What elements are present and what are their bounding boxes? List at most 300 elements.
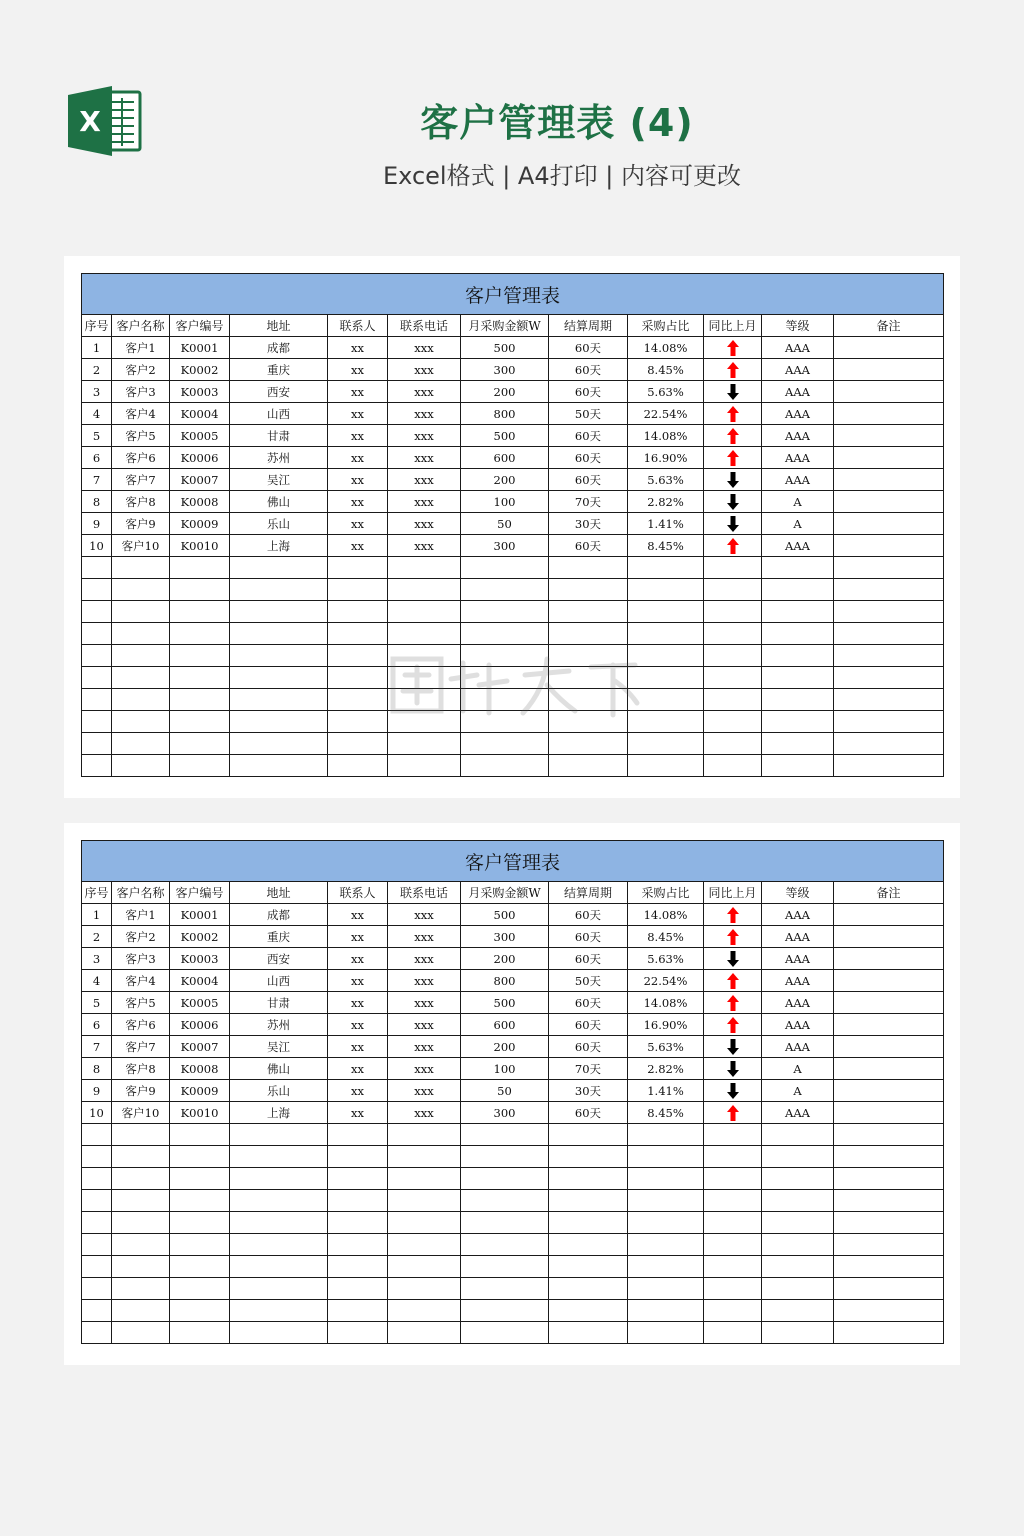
cell-no[interactable]: 7: [82, 469, 112, 491]
empty-cell[interactable]: [82, 755, 112, 777]
cell-name[interactable]: 客户9: [112, 513, 170, 535]
empty-cell[interactable]: [230, 711, 328, 733]
cell-cycle[interactable]: 60天: [549, 469, 628, 491]
empty-cell[interactable]: [230, 755, 328, 777]
empty-cell[interactable]: [549, 1278, 628, 1300]
empty-cell[interactable]: [112, 1256, 170, 1278]
cell-cycle[interactable]: 60天: [549, 425, 628, 447]
cell-phone[interactable]: xxx: [388, 992, 461, 1014]
trend-cell[interactable]: [704, 948, 762, 970]
cell-share[interactable]: 14.08%: [628, 425, 704, 447]
cell-phone[interactable]: xxx: [388, 535, 461, 557]
trend-cell[interactable]: [704, 1080, 762, 1102]
cell-no[interactable]: 9: [82, 1080, 112, 1102]
cell-name[interactable]: 客户10: [112, 535, 170, 557]
cell-note[interactable]: [834, 337, 944, 359]
cell-amount[interactable]: 300: [461, 359, 549, 381]
cell-cycle[interactable]: 70天: [549, 491, 628, 513]
empty-cell[interactable]: [549, 711, 628, 733]
cell-share[interactable]: 8.45%: [628, 1102, 704, 1124]
cell-code[interactable]: K0010: [170, 535, 230, 557]
empty-cell[interactable]: [170, 1234, 230, 1256]
empty-cell[interactable]: [461, 733, 549, 755]
empty-cell[interactable]: [328, 1124, 388, 1146]
cell-no[interactable]: 8: [82, 1058, 112, 1080]
empty-cell[interactable]: [388, 755, 461, 777]
cell-code[interactable]: K0007: [170, 469, 230, 491]
cell-no[interactable]: 5: [82, 992, 112, 1014]
cell-grade[interactable]: A: [762, 491, 834, 513]
trend-cell[interactable]: [704, 447, 762, 469]
empty-cell[interactable]: [170, 1212, 230, 1234]
cell-code[interactable]: K0002: [170, 359, 230, 381]
empty-cell[interactable]: [170, 1256, 230, 1278]
cell-cycle[interactable]: 60天: [549, 1102, 628, 1124]
empty-cell[interactable]: [170, 1168, 230, 1190]
empty-cell[interactable]: [834, 1146, 944, 1168]
empty-cell[interactable]: [328, 733, 388, 755]
cell-no[interactable]: 1: [82, 904, 112, 926]
cell-grade[interactable]: AAA: [762, 970, 834, 992]
empty-cell[interactable]: [834, 557, 944, 579]
cell-note[interactable]: [834, 359, 944, 381]
cell-cycle[interactable]: 30天: [549, 1080, 628, 1102]
cell-code[interactable]: K0005: [170, 992, 230, 1014]
empty-cell[interactable]: [834, 733, 944, 755]
cell-grade[interactable]: AAA: [762, 1014, 834, 1036]
cell-grade[interactable]: AAA: [762, 1036, 834, 1058]
empty-cell[interactable]: [230, 1234, 328, 1256]
empty-cell[interactable]: [328, 1256, 388, 1278]
empty-cell[interactable]: [112, 623, 170, 645]
empty-cell[interactable]: [549, 1190, 628, 1212]
empty-cell[interactable]: [834, 667, 944, 689]
cell-amount[interactable]: 600: [461, 447, 549, 469]
cell-amount[interactable]: 300: [461, 1102, 549, 1124]
empty-cell[interactable]: [112, 733, 170, 755]
empty-cell[interactable]: [230, 1212, 328, 1234]
cell-share[interactable]: 8.45%: [628, 926, 704, 948]
cell-note[interactable]: [834, 926, 944, 948]
cell-note[interactable]: [834, 469, 944, 491]
empty-cell[interactable]: [230, 601, 328, 623]
trend-cell[interactable]: [704, 1102, 762, 1124]
empty-cell[interactable]: [628, 755, 704, 777]
empty-cell[interactable]: [704, 1168, 762, 1190]
trend-cell[interactable]: [704, 1014, 762, 1036]
cell-grade[interactable]: AAA: [762, 1102, 834, 1124]
cell-amount[interactable]: 200: [461, 381, 549, 403]
empty-cell[interactable]: [230, 1256, 328, 1278]
empty-cell[interactable]: [704, 1124, 762, 1146]
empty-cell[interactable]: [388, 1256, 461, 1278]
empty-cell[interactable]: [230, 689, 328, 711]
empty-cell[interactable]: [834, 1322, 944, 1344]
cell-amount[interactable]: 100: [461, 1058, 549, 1080]
cell-addr[interactable]: 山西: [230, 970, 328, 992]
empty-cell[interactable]: [388, 1322, 461, 1344]
cell-grade[interactable]: AAA: [762, 469, 834, 491]
empty-cell[interactable]: [230, 1278, 328, 1300]
empty-cell[interactable]: [82, 1146, 112, 1168]
empty-cell[interactable]: [82, 1190, 112, 1212]
empty-cell[interactable]: [834, 1190, 944, 1212]
cell-grade[interactable]: AAA: [762, 948, 834, 970]
cell-phone[interactable]: xxx: [388, 403, 461, 425]
empty-cell[interactable]: [549, 623, 628, 645]
cell-code[interactable]: K0001: [170, 337, 230, 359]
cell-amount[interactable]: 50: [461, 513, 549, 535]
cell-share[interactable]: 5.63%: [628, 469, 704, 491]
empty-cell[interactable]: [388, 711, 461, 733]
cell-note[interactable]: [834, 381, 944, 403]
empty-cell[interactable]: [82, 601, 112, 623]
empty-cell[interactable]: [461, 601, 549, 623]
cell-contact[interactable]: xx: [328, 535, 388, 557]
empty-cell[interactable]: [704, 689, 762, 711]
trend-cell[interactable]: [704, 1036, 762, 1058]
empty-cell[interactable]: [549, 1212, 628, 1234]
empty-cell[interactable]: [762, 711, 834, 733]
empty-cell[interactable]: [112, 579, 170, 601]
empty-cell[interactable]: [762, 733, 834, 755]
empty-cell[interactable]: [230, 623, 328, 645]
cell-addr[interactable]: 西安: [230, 381, 328, 403]
empty-cell[interactable]: [461, 1190, 549, 1212]
cell-grade[interactable]: AAA: [762, 359, 834, 381]
empty-cell[interactable]: [82, 645, 112, 667]
cell-share[interactable]: 14.08%: [628, 337, 704, 359]
empty-cell[interactable]: [461, 1146, 549, 1168]
empty-cell[interactable]: [704, 557, 762, 579]
empty-cell[interactable]: [170, 645, 230, 667]
cell-name[interactable]: 客户6: [112, 1014, 170, 1036]
trend-cell[interactable]: [704, 904, 762, 926]
cell-share[interactable]: 2.82%: [628, 1058, 704, 1080]
empty-cell[interactable]: [328, 1190, 388, 1212]
cell-name[interactable]: 客户5: [112, 425, 170, 447]
empty-cell[interactable]: [628, 1146, 704, 1168]
empty-cell[interactable]: [461, 1278, 549, 1300]
cell-code[interactable]: K0004: [170, 403, 230, 425]
empty-cell[interactable]: [328, 1322, 388, 1344]
empty-cell[interactable]: [388, 1190, 461, 1212]
empty-cell[interactable]: [461, 1168, 549, 1190]
cell-share[interactable]: 22.54%: [628, 403, 704, 425]
empty-cell[interactable]: [82, 1234, 112, 1256]
cell-no[interactable]: 6: [82, 1014, 112, 1036]
trend-cell[interactable]: [704, 337, 762, 359]
empty-cell[interactable]: [762, 755, 834, 777]
cell-share[interactable]: 8.45%: [628, 359, 704, 381]
empty-cell[interactable]: [461, 1234, 549, 1256]
cell-phone[interactable]: xxx: [388, 1036, 461, 1058]
cell-cycle[interactable]: 60天: [549, 359, 628, 381]
cell-code[interactable]: K0008: [170, 491, 230, 513]
empty-cell[interactable]: [628, 1168, 704, 1190]
empty-cell[interactable]: [82, 711, 112, 733]
cell-phone[interactable]: xxx: [388, 1058, 461, 1080]
empty-cell[interactable]: [628, 1212, 704, 1234]
cell-note[interactable]: [834, 513, 944, 535]
empty-cell[interactable]: [170, 711, 230, 733]
empty-cell[interactable]: [328, 1168, 388, 1190]
cell-name[interactable]: 客户10: [112, 1102, 170, 1124]
trend-cell[interactable]: [704, 381, 762, 403]
cell-addr[interactable]: 西安: [230, 948, 328, 970]
empty-cell[interactable]: [388, 1212, 461, 1234]
cell-share[interactable]: 2.82%: [628, 491, 704, 513]
empty-cell[interactable]: [328, 1234, 388, 1256]
empty-cell[interactable]: [170, 755, 230, 777]
cell-share[interactable]: 1.41%: [628, 1080, 704, 1102]
cell-cycle[interactable]: 60天: [549, 337, 628, 359]
cell-amount[interactable]: 800: [461, 403, 549, 425]
cell-contact[interactable]: xx: [328, 926, 388, 948]
empty-cell[interactable]: [328, 667, 388, 689]
empty-cell[interactable]: [82, 689, 112, 711]
empty-cell[interactable]: [328, 645, 388, 667]
cell-grade[interactable]: AAA: [762, 992, 834, 1014]
empty-cell[interactable]: [762, 557, 834, 579]
empty-cell[interactable]: [328, 1300, 388, 1322]
cell-grade[interactable]: AAA: [762, 425, 834, 447]
cell-note[interactable]: [834, 1080, 944, 1102]
empty-cell[interactable]: [834, 1124, 944, 1146]
cell-no[interactable]: 10: [82, 535, 112, 557]
empty-cell[interactable]: [628, 1278, 704, 1300]
empty-cell[interactable]: [704, 1190, 762, 1212]
cell-phone[interactable]: xxx: [388, 904, 461, 926]
cell-no[interactable]: 5: [82, 425, 112, 447]
empty-cell[interactable]: [170, 667, 230, 689]
cell-share[interactable]: 22.54%: [628, 970, 704, 992]
empty-cell[interactable]: [170, 733, 230, 755]
cell-amount[interactable]: 50: [461, 1080, 549, 1102]
empty-cell[interactable]: [834, 755, 944, 777]
cell-code[interactable]: K0009: [170, 513, 230, 535]
cell-amount[interactable]: 800: [461, 970, 549, 992]
empty-cell[interactable]: [628, 601, 704, 623]
empty-cell[interactable]: [762, 1124, 834, 1146]
cell-amount[interactable]: 300: [461, 926, 549, 948]
empty-cell[interactable]: [170, 579, 230, 601]
empty-cell[interactable]: [704, 579, 762, 601]
cell-cycle[interactable]: 50天: [549, 970, 628, 992]
empty-cell[interactable]: [328, 579, 388, 601]
empty-cell[interactable]: [549, 1322, 628, 1344]
empty-cell[interactable]: [834, 623, 944, 645]
empty-cell[interactable]: [549, 1300, 628, 1322]
empty-cell[interactable]: [762, 623, 834, 645]
empty-cell[interactable]: [112, 1278, 170, 1300]
cell-no[interactable]: 2: [82, 359, 112, 381]
empty-cell[interactable]: [762, 1190, 834, 1212]
empty-cell[interactable]: [328, 1146, 388, 1168]
empty-cell[interactable]: [549, 689, 628, 711]
empty-cell[interactable]: [704, 601, 762, 623]
empty-cell[interactable]: [628, 711, 704, 733]
empty-cell[interactable]: [170, 1300, 230, 1322]
empty-cell[interactable]: [834, 1256, 944, 1278]
cell-name[interactable]: 客户2: [112, 926, 170, 948]
empty-cell[interactable]: [762, 645, 834, 667]
empty-cell[interactable]: [834, 711, 944, 733]
empty-cell[interactable]: [461, 1300, 549, 1322]
empty-cell[interactable]: [82, 579, 112, 601]
empty-cell[interactable]: [112, 645, 170, 667]
cell-note[interactable]: [834, 904, 944, 926]
empty-cell[interactable]: [82, 1322, 112, 1344]
cell-contact[interactable]: xx: [328, 1102, 388, 1124]
cell-contact[interactable]: xx: [328, 992, 388, 1014]
cell-addr[interactable]: 吴江: [230, 469, 328, 491]
empty-cell[interactable]: [762, 601, 834, 623]
cell-contact[interactable]: xx: [328, 970, 388, 992]
empty-cell[interactable]: [388, 1234, 461, 1256]
cell-amount[interactable]: 300: [461, 535, 549, 557]
empty-cell[interactable]: [834, 601, 944, 623]
empty-cell[interactable]: [628, 1256, 704, 1278]
empty-cell[interactable]: [170, 557, 230, 579]
cell-contact[interactable]: xx: [328, 1014, 388, 1036]
cell-addr[interactable]: 吴江: [230, 1036, 328, 1058]
cell-contact[interactable]: xx: [328, 381, 388, 403]
cell-cycle[interactable]: 70天: [549, 1058, 628, 1080]
empty-cell[interactable]: [762, 579, 834, 601]
cell-phone[interactable]: xxx: [388, 926, 461, 948]
empty-cell[interactable]: [461, 557, 549, 579]
empty-cell[interactable]: [388, 601, 461, 623]
empty-cell[interactable]: [704, 755, 762, 777]
cell-code[interactable]: K0004: [170, 970, 230, 992]
cell-phone[interactable]: xxx: [388, 359, 461, 381]
empty-cell[interactable]: [628, 733, 704, 755]
empty-cell[interactable]: [628, 645, 704, 667]
cell-note[interactable]: [834, 425, 944, 447]
empty-cell[interactable]: [762, 1300, 834, 1322]
trend-cell[interactable]: [704, 403, 762, 425]
empty-cell[interactable]: [549, 1168, 628, 1190]
cell-note[interactable]: [834, 491, 944, 513]
empty-cell[interactable]: [461, 645, 549, 667]
cell-note[interactable]: [834, 1036, 944, 1058]
empty-cell[interactable]: [549, 645, 628, 667]
cell-amount[interactable]: 500: [461, 904, 549, 926]
empty-cell[interactable]: [170, 1322, 230, 1344]
empty-cell[interactable]: [762, 1168, 834, 1190]
empty-cell[interactable]: [230, 1190, 328, 1212]
empty-cell[interactable]: [170, 623, 230, 645]
cell-code[interactable]: K0008: [170, 1058, 230, 1080]
cell-amount[interactable]: 500: [461, 425, 549, 447]
empty-cell[interactable]: [762, 1278, 834, 1300]
cell-grade[interactable]: AAA: [762, 337, 834, 359]
empty-cell[interactable]: [388, 1124, 461, 1146]
cell-no[interactable]: 6: [82, 447, 112, 469]
cell-note[interactable]: [834, 535, 944, 557]
empty-cell[interactable]: [704, 623, 762, 645]
cell-phone[interactable]: xxx: [388, 381, 461, 403]
cell-phone[interactable]: xxx: [388, 1014, 461, 1036]
empty-cell[interactable]: [328, 557, 388, 579]
empty-cell[interactable]: [704, 711, 762, 733]
empty-cell[interactable]: [762, 667, 834, 689]
empty-cell[interactable]: [112, 1190, 170, 1212]
empty-cell[interactable]: [762, 1146, 834, 1168]
empty-cell[interactable]: [628, 1190, 704, 1212]
empty-cell[interactable]: [762, 1212, 834, 1234]
cell-name[interactable]: 客户7: [112, 469, 170, 491]
cell-note[interactable]: [834, 447, 944, 469]
trend-cell[interactable]: [704, 491, 762, 513]
empty-cell[interactable]: [704, 1146, 762, 1168]
cell-name[interactable]: 客户8: [112, 1058, 170, 1080]
empty-cell[interactable]: [628, 689, 704, 711]
trend-cell[interactable]: [704, 970, 762, 992]
cell-addr[interactable]: 乐山: [230, 1080, 328, 1102]
cell-code[interactable]: K0007: [170, 1036, 230, 1058]
empty-cell[interactable]: [461, 579, 549, 601]
empty-cell[interactable]: [461, 623, 549, 645]
cell-code[interactable]: K0005: [170, 425, 230, 447]
cell-cycle[interactable]: 60天: [549, 926, 628, 948]
cell-cycle[interactable]: 60天: [549, 1014, 628, 1036]
cell-name[interactable]: 客户8: [112, 491, 170, 513]
empty-cell[interactable]: [704, 1278, 762, 1300]
empty-cell[interactable]: [628, 579, 704, 601]
cell-amount[interactable]: 600: [461, 1014, 549, 1036]
cell-amount[interactable]: 500: [461, 337, 549, 359]
empty-cell[interactable]: [628, 1124, 704, 1146]
trend-cell[interactable]: [704, 513, 762, 535]
cell-note[interactable]: [834, 1102, 944, 1124]
cell-contact[interactable]: xx: [328, 513, 388, 535]
empty-cell[interactable]: [762, 1234, 834, 1256]
cell-cycle[interactable]: 60天: [549, 381, 628, 403]
cell-note[interactable]: [834, 948, 944, 970]
empty-cell[interactable]: [388, 667, 461, 689]
empty-cell[interactable]: [170, 601, 230, 623]
cell-name[interactable]: 客户1: [112, 904, 170, 926]
cell-name[interactable]: 客户7: [112, 1036, 170, 1058]
cell-phone[interactable]: xxx: [388, 425, 461, 447]
cell-addr[interactable]: 上海: [230, 1102, 328, 1124]
empty-cell[interactable]: [834, 1278, 944, 1300]
trend-cell[interactable]: [704, 926, 762, 948]
empty-cell[interactable]: [388, 557, 461, 579]
cell-contact[interactable]: xx: [328, 469, 388, 491]
empty-cell[interactable]: [230, 733, 328, 755]
empty-cell[interactable]: [704, 645, 762, 667]
empty-cell[interactable]: [230, 1322, 328, 1344]
empty-cell[interactable]: [230, 645, 328, 667]
cell-grade[interactable]: AAA: [762, 904, 834, 926]
cell-contact[interactable]: xx: [328, 1036, 388, 1058]
trend-cell[interactable]: [704, 535, 762, 557]
cell-cycle[interactable]: 60天: [549, 1036, 628, 1058]
empty-cell[interactable]: [834, 1300, 944, 1322]
empty-cell[interactable]: [328, 689, 388, 711]
cell-amount[interactable]: 200: [461, 469, 549, 491]
cell-share[interactable]: 1.41%: [628, 513, 704, 535]
cell-no[interactable]: 4: [82, 970, 112, 992]
empty-cell[interactable]: [834, 579, 944, 601]
cell-no[interactable]: 10: [82, 1102, 112, 1124]
cell-contact[interactable]: xx: [328, 425, 388, 447]
cell-no[interactable]: 9: [82, 513, 112, 535]
cell-contact[interactable]: xx: [328, 491, 388, 513]
